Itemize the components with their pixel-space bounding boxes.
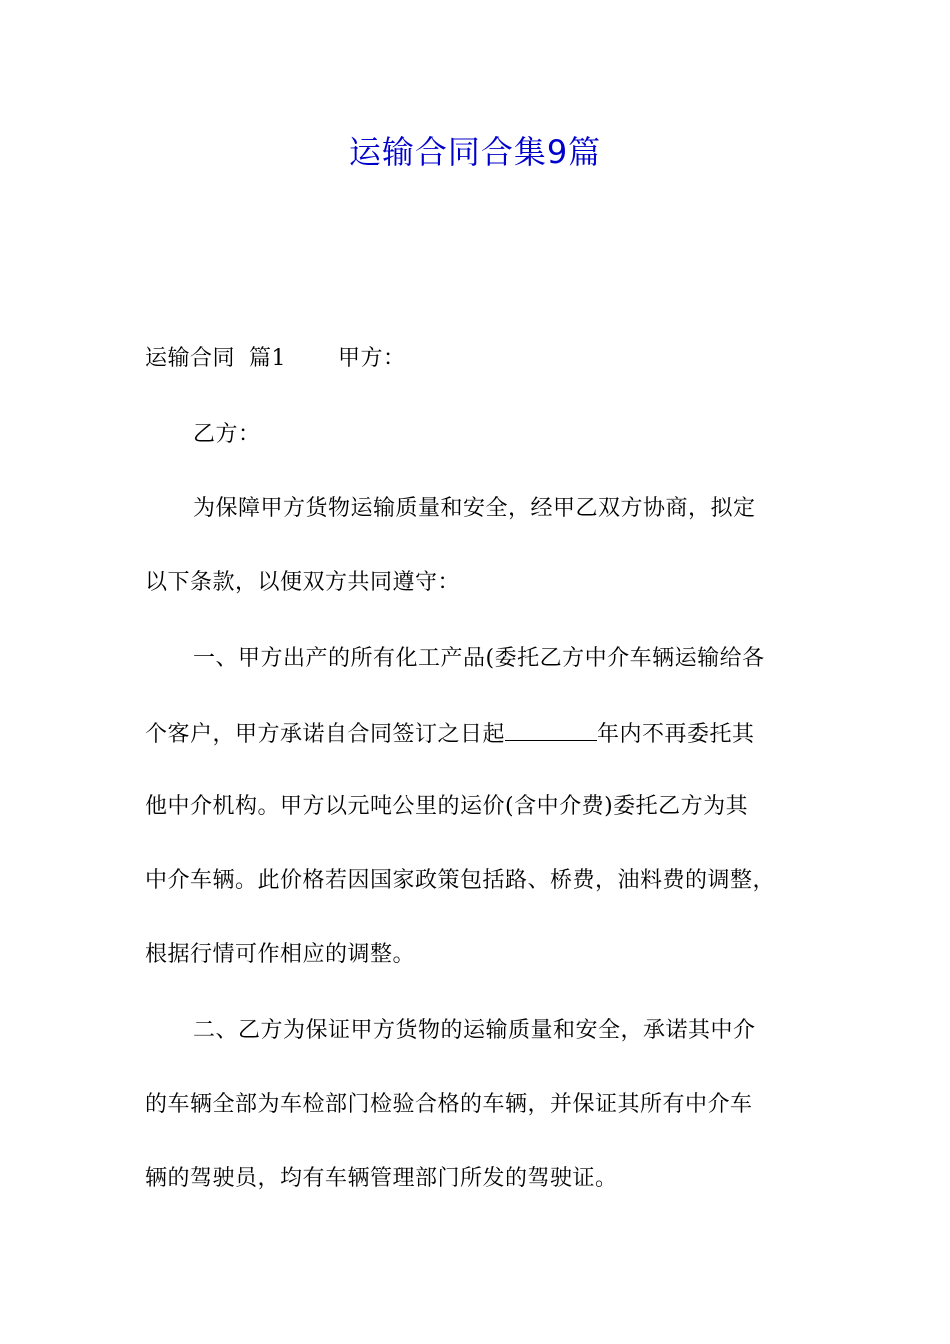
paragraph-line: 根据行情可作相应的调整。 xyxy=(145,942,416,967)
blank-field xyxy=(505,718,597,741)
party-a-label: 甲方： xyxy=(338,346,406,371)
paragraph-line: 为保障甲方货物运输质量和安全，经甲乙双方协商，拟定 xyxy=(193,496,756,521)
paragraph-line xyxy=(145,718,755,750)
clause-text: 年内不再委托其 xyxy=(597,722,755,747)
part-label: 篇1 xyxy=(249,346,287,371)
paragraph-line: 二、乙方为保证甲方货物的运输质量和安全，承诺其中介 xyxy=(193,1018,756,1043)
contract-heading xyxy=(145,344,406,374)
paragraph-line: 辆的驾驶员，均有车辆管理部门所发的驾驶证。 xyxy=(145,1166,618,1191)
section-label: 运输合同 xyxy=(145,346,236,371)
clause-text: 个客户，甲方承诺自合同签订之日起 xyxy=(145,722,506,747)
paragraph-line: 中介车辆。此价格若因国家政策包括路、桥费，油料费的调整， xyxy=(145,868,776,893)
paragraph-line: 他中介机构。甲方以元吨公里的运价(含中介费)委托乙方为其 xyxy=(145,794,749,819)
document-title: 运输合同合集9篇 xyxy=(348,133,602,171)
paragraph-line: 以下条款，以便双方共同遵守： xyxy=(145,570,461,595)
party-b-label: 乙方： xyxy=(193,422,261,447)
paragraph-line: 一、甲方出产的所有化工产品(委托乙方中介车辆运输给各 xyxy=(193,646,765,671)
paragraph-line: 的车辆全部为车检部门检验合格的车辆，并保证其所有中介车 xyxy=(145,1092,753,1117)
